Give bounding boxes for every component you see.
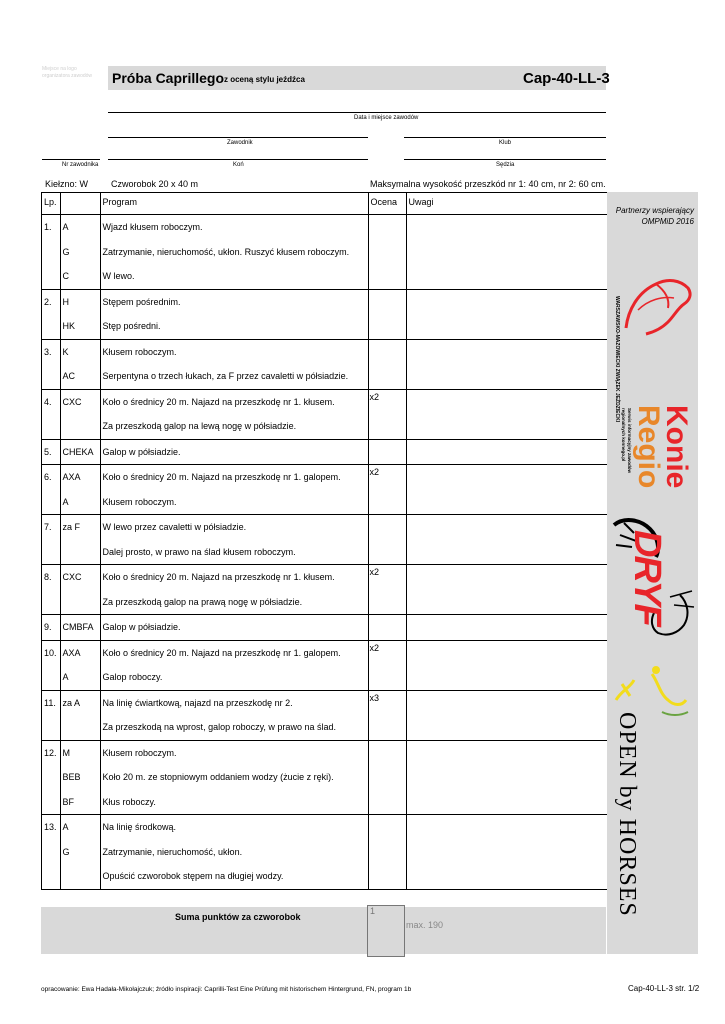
row-program: Galop w półsiadzie.: [100, 439, 368, 465]
row-program: Kłus roboczy.: [100, 790, 368, 815]
row-letter: CXC: [60, 389, 100, 414]
table-row: [42, 439, 609, 465]
judge-line[interactable]: [404, 159, 606, 160]
row-score[interactable]: [368, 615, 406, 641]
table-row: [42, 215, 609, 240]
row-program: Stęp pośredni.: [100, 314, 368, 339]
footer-source: opracowanie: Ewa Hadała-Mikołajczuk; źródło inspiracji: Caprilli-Test Eine Prüfung mit historischem Hintergrund, FN, program 1b: [41, 986, 412, 993]
table-row: [42, 665, 609, 690]
row-notes[interactable]: [406, 264, 608, 289]
table-row: [42, 640, 609, 665]
table-row: [42, 240, 609, 265]
row-lp: [42, 490, 61, 515]
open-by-horses-text: OPEN by HORSES: [614, 712, 640, 917]
row-lp: [42, 264, 61, 289]
table-row: [42, 765, 609, 790]
row-score[interactable]: [368, 364, 406, 389]
row-lp: [42, 590, 61, 615]
sum-row: [41, 907, 606, 954]
table-row: [42, 740, 609, 765]
row-lp: [42, 665, 61, 690]
table-row: [42, 465, 609, 490]
table-row: [42, 815, 609, 840]
sum-score-value: 1: [370, 906, 376, 916]
table-row: [42, 289, 609, 314]
konie-regio-sub: Serwis informacyjny zawodów regionalnych konnego.pl: [621, 408, 632, 474]
row-program: Koło o średnicy 20 m. Najazd na przeszkodę nr 1. galopem.: [100, 640, 368, 665]
row-lp: [42, 314, 61, 339]
row-program: Zatrzymanie, nieruchomość, ukłon. Ruszyć kłusem roboczym.: [100, 240, 368, 265]
row-program: Opuścić czworobok stępem na długiej wodzy.: [100, 864, 368, 889]
row-notes[interactable]: [406, 515, 608, 540]
row-notes[interactable]: [406, 439, 608, 465]
row-letter: [60, 590, 100, 615]
header-letter: [60, 193, 100, 215]
row-score[interactable]: [368, 864, 406, 889]
table-row: [42, 314, 609, 339]
row-program: Galop w półsiadzie.: [100, 615, 368, 641]
row-score[interactable]: [368, 715, 406, 740]
row-letter: A: [60, 815, 100, 840]
row-letter: AC: [60, 364, 100, 389]
bit-info: Kiełzno: W: [45, 179, 89, 189]
row-letter: [60, 414, 100, 439]
row-letter: A: [60, 665, 100, 690]
row-score[interactable]: [368, 665, 406, 690]
row-score[interactable]: [368, 215, 406, 240]
row-lp: 11.: [42, 690, 61, 715]
row-score[interactable]: [368, 515, 406, 540]
row-letter: za F: [60, 515, 100, 540]
regio-logo-text: Regio: [632, 405, 665, 489]
row-letter: A: [60, 490, 100, 515]
row-lp: [42, 840, 61, 865]
table-row: [42, 540, 609, 565]
row-notes[interactable]: [406, 590, 608, 615]
row-notes[interactable]: [406, 540, 608, 565]
row-letter: K: [60, 339, 100, 364]
row-program: Dalej prosto, w prawo na ślad kłusem roboczym.: [100, 540, 368, 565]
sum-label: Suma punktów za czworobok: [175, 912, 301, 922]
row-letter: AXA: [60, 640, 100, 665]
table-row: [42, 490, 609, 515]
row-program: Kłusem roboczym.: [100, 740, 368, 765]
judge-label: Sędzia: [496, 162, 515, 168]
row-letter: BF: [60, 790, 100, 815]
club-line[interactable]: [404, 137, 606, 138]
row-lp: 10.: [42, 640, 61, 665]
row-letter: CHEKA: [60, 439, 100, 465]
row-score[interactable]: [368, 240, 406, 265]
dryf-logo-text: DRYF: [626, 530, 668, 625]
row-letter: [60, 715, 100, 740]
row-notes[interactable]: [406, 565, 608, 590]
row-lp: [42, 540, 61, 565]
row-score[interactable]: x2: [368, 565, 406, 590]
row-letter: M: [60, 740, 100, 765]
row-score[interactable]: [368, 339, 406, 364]
row-lp: 1.: [42, 215, 61, 240]
row-program: Koło o średnicy 20 m. Najazd na przeszkodę nr 1. galopem.: [100, 465, 368, 490]
row-lp: 5.: [42, 439, 61, 465]
row-notes[interactable]: [406, 215, 608, 240]
test-code: Cap-40-LL-3: [523, 70, 610, 87]
row-letter: AXA: [60, 465, 100, 490]
organizer-logo-placeholder: Miejsce na logo organizatora zawodów: [42, 66, 93, 79]
row-letter: [60, 540, 100, 565]
row-notes[interactable]: [406, 289, 608, 314]
horse-line[interactable]: [108, 159, 368, 160]
row-score[interactable]: [368, 414, 406, 439]
row-notes[interactable]: [406, 364, 608, 389]
row-notes[interactable]: [406, 815, 608, 840]
row-letter: CMBFA: [60, 615, 100, 641]
rider-line[interactable]: [108, 137, 368, 138]
row-program: W lewo przez cavaletti w półsiadzie.: [100, 515, 368, 540]
arena-info: Czworobok 20 x 40 m: [111, 179, 199, 189]
row-notes[interactable]: [406, 314, 608, 339]
row-program: Zatrzymanie, nieruchomość, ukłon.: [100, 840, 368, 865]
rider-label: Zawodnik: [227, 140, 253, 146]
row-notes[interactable]: [406, 465, 608, 490]
table-row: [42, 364, 609, 389]
row-lp: [42, 715, 61, 740]
header-notes: Uwagi: [406, 193, 608, 215]
row-lp: 9.: [42, 615, 61, 641]
horse-label: Koń: [233, 162, 244, 168]
row-notes[interactable]: [406, 414, 608, 439]
row-score[interactable]: [368, 264, 406, 289]
row-program: Koło 20 m. ze stopniowym oddaniem wodzy (żucie z ręki).: [100, 765, 368, 790]
row-program: Za przeszkodą galop na lewą nogę w półsiadzie.: [100, 414, 368, 439]
row-lp: 4.: [42, 389, 61, 414]
scoring-table: [41, 192, 609, 890]
row-letter: C: [60, 264, 100, 289]
row-notes[interactable]: [406, 339, 608, 364]
row-program: Na linię ćwiartkową, najazd na przeszkodę nr 2.: [100, 690, 368, 715]
row-program: Kłusem roboczym.: [100, 490, 368, 515]
date-place-label: Data i miejsce zawodów: [354, 115, 419, 121]
row-score[interactable]: [368, 289, 406, 314]
row-letter: [60, 864, 100, 889]
max-height-info: Maksymalna wysokość przeszkód nr 1: 40 cm, nr 2: 60 cm.: [370, 179, 606, 189]
rider-no-line[interactable]: [42, 159, 100, 160]
row-lp: [42, 414, 61, 439]
row-program: Stępem pośrednim.: [100, 289, 368, 314]
row-lp: 6.: [42, 465, 61, 490]
row-score[interactable]: [368, 815, 406, 840]
row-letter: G: [60, 840, 100, 865]
row-notes[interactable]: [406, 864, 608, 889]
row-notes[interactable]: [406, 765, 608, 790]
table-row: [42, 864, 609, 889]
table-row: [42, 840, 609, 865]
table-row: [42, 715, 609, 740]
row-notes[interactable]: [406, 640, 608, 665]
row-letter: za A: [60, 690, 100, 715]
row-score[interactable]: x2: [368, 389, 406, 414]
page-subtitle: z oceną stylu jeźdźca: [224, 75, 305, 84]
row-lp: 8.: [42, 565, 61, 590]
row-lp: 2.: [42, 289, 61, 314]
header-lp: Lp.: [42, 193, 61, 215]
row-lp: [42, 364, 61, 389]
row-letter: G: [60, 240, 100, 265]
header-score: Ocena: [368, 193, 406, 215]
row-letter: HK: [60, 314, 100, 339]
row-score[interactable]: [368, 314, 406, 339]
rider-no-label: Nr zawodnika: [62, 162, 99, 168]
row-score[interactable]: [368, 439, 406, 465]
row-score[interactable]: x2: [368, 640, 406, 665]
row-program: Na linię środkową.: [100, 815, 368, 840]
row-lp: 3.: [42, 339, 61, 364]
row-notes[interactable]: [406, 490, 608, 515]
row-lp: 13.: [42, 815, 61, 840]
row-score[interactable]: x2: [368, 465, 406, 490]
konie-logo-text: Konie: [660, 405, 693, 489]
page-title: Próba Caprillego: [112, 70, 225, 86]
row-score[interactable]: [368, 590, 406, 615]
row-program: Wjazd kłusem roboczym.: [100, 215, 368, 240]
table-row: [42, 414, 609, 439]
row-program: Serpentyna o trzech łukach, za F przez cavaletti w półsiadzie.: [100, 364, 368, 389]
table-row: [42, 790, 609, 815]
table-row: [42, 690, 609, 715]
row-lp: [42, 765, 61, 790]
row-lp: 12.: [42, 740, 61, 765]
row-notes[interactable]: [406, 690, 608, 715]
row-score[interactable]: [368, 840, 406, 865]
row-notes[interactable]: [406, 840, 608, 865]
open-by-horses-figures-icon: [612, 660, 692, 720]
table-row: [42, 590, 609, 615]
date-place-line[interactable]: [108, 112, 606, 113]
row-letter: H: [60, 289, 100, 314]
header-program: Program: [100, 193, 368, 215]
row-score[interactable]: [368, 790, 406, 815]
row-letter: CXC: [60, 565, 100, 590]
row-score[interactable]: [368, 740, 406, 765]
row-notes[interactable]: [406, 665, 608, 690]
row-program: Koło o średnicy 20 m. Najazd na przeszkodę nr 1. kłusem.: [100, 565, 368, 590]
row-lp: 7.: [42, 515, 61, 540]
footer-page: Cap-40-LL-3 str. 1/2: [628, 984, 700, 993]
row-program: Koło o średnicy 20 m. Najazd na przeszkodę nr 1. kłusem.: [100, 389, 368, 414]
row-program: Kłusem roboczym.: [100, 339, 368, 364]
table-row: [42, 615, 609, 641]
row-program: Za przeszkodą galop na prawą nogę w półsiadzie.: [100, 590, 368, 615]
row-lp: [42, 864, 61, 889]
row-score[interactable]: [368, 540, 406, 565]
wmzj-logo-text: WARSZAWSKO-MAZOWIECKI ZWIĄZEK JEŹDZIECKI: [614, 296, 620, 423]
row-score[interactable]: [368, 490, 406, 515]
row-letter: BEB: [60, 765, 100, 790]
table-row: [42, 339, 609, 364]
table-row: [42, 515, 609, 540]
horse-head-red-logo-icon: [618, 270, 696, 342]
row-notes[interactable]: [406, 715, 608, 740]
table-row: [42, 264, 609, 289]
row-notes[interactable]: [406, 790, 608, 815]
club-label: Klub: [499, 140, 512, 146]
row-notes[interactable]: [406, 740, 608, 765]
sum-max-label: max. 190: [406, 920, 444, 930]
row-notes[interactable]: [406, 615, 608, 641]
table-row: [42, 389, 609, 414]
table-row: [42, 565, 609, 590]
row-program: W lewo.: [100, 264, 368, 289]
row-notes[interactable]: [406, 389, 608, 414]
row-score[interactable]: [368, 765, 406, 790]
row-program: Za przeszkodą na wprost, galop roboczy, w prawo na ślad.: [100, 715, 368, 740]
row-notes[interactable]: [406, 240, 608, 265]
row-letter: A: [60, 215, 100, 240]
row-lp: [42, 790, 61, 815]
partners-title: Partnerzy wspierający OMPMiD 2016: [615, 206, 694, 226]
row-score[interactable]: x3: [368, 690, 406, 715]
row-lp: [42, 240, 61, 265]
row-program: Galop roboczy.: [100, 665, 368, 690]
